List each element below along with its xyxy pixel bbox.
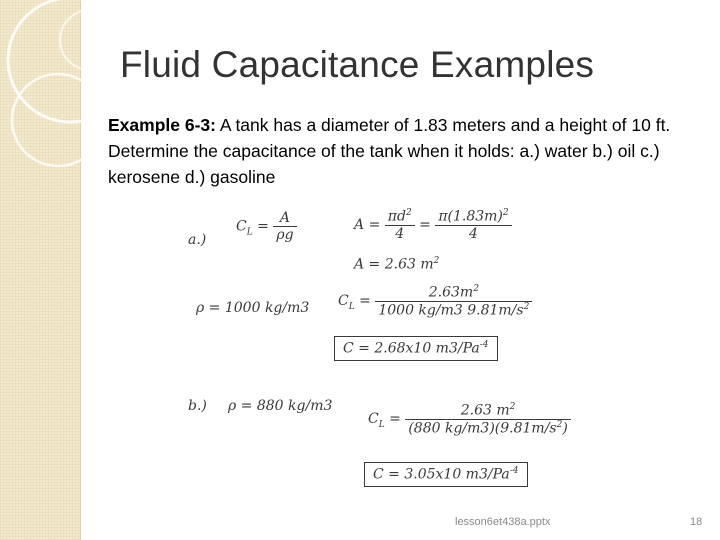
area-formula <box>354 208 512 242</box>
water-result-text: C = 2.68x10 m3/Pa <box>343 340 480 357</box>
water-denominator <box>375 302 532 319</box>
pi-diameter-value: π(1.83m) <box>438 208 503 225</box>
cl-symbol: C <box>236 218 247 235</box>
pi-d: πd <box>387 208 406 225</box>
slide-title: Fluid Capacitance Examples <box>120 44 595 85</box>
water-numerator <box>375 284 532 302</box>
oil-density: ρ = 880 kg/m3 <box>228 398 333 414</box>
cl-symbol: C <box>338 293 349 310</box>
water-capacitance-result <box>334 336 498 361</box>
oil-denominator: (880 $kg/m3)(9.81m/s^2)$ <box>408 419 568 437</box>
squared: 2 <box>509 402 516 412</box>
equals-sign: = <box>419 216 431 233</box>
formula-fraction <box>273 210 296 243</box>
cl-subscript: L <box>246 227 253 238</box>
area-result <box>354 256 439 273</box>
area-fraction-2 <box>435 208 511 242</box>
page-number: 18 <box>690 516 703 528</box>
fraction-denominator: ρg <box>276 227 294 243</box>
fraction-numerator: A <box>273 210 296 227</box>
oil-numerator <box>405 402 570 420</box>
area-numerator-2 <box>435 208 511 226</box>
example-text: A tank has a diameter of 1.83 meters and a height of 10 ft. Determine the capacitance of the tank when it holds: a.) water b.) oil c.) kerosene d.) gasoline <box>108 115 671 187</box>
footer-filename: lesson6et438a.pptx <box>455 516 551 528</box>
equals-sign: = <box>389 411 401 428</box>
part-b-label: b.) <box>188 398 207 414</box>
oil-numerator-text: 2.63 m <box>460 402 510 419</box>
squared: 2 <box>433 256 440 266</box>
water-numerator-text: 2.63m <box>428 284 474 301</box>
equals-sign: = <box>359 293 371 310</box>
example-statement <box>108 112 688 190</box>
area-numerator-1 <box>385 208 415 226</box>
area-result-text: A = 2.63 m <box>354 256 434 273</box>
area-denominator-1: 4 <box>395 225 405 242</box>
part-a-label: a.) <box>188 232 207 248</box>
area-denominator-2: 4 <box>469 225 478 242</box>
squared: 2 <box>502 208 509 218</box>
example-label: Example 6-3: <box>108 115 216 135</box>
oil-capacitance-result <box>364 462 528 487</box>
squared: 2 <box>473 284 479 294</box>
cl-symbol: C <box>368 411 379 428</box>
oil-capacitance-calc <box>368 402 571 436</box>
oil-exponent: -4 <box>509 466 519 476</box>
squared: 2 <box>405 208 412 218</box>
cl-subscript: L <box>378 419 385 430</box>
capacitance-formula <box>236 210 297 243</box>
cl-subscript: L <box>348 301 355 312</box>
equals-sign: = <box>257 218 269 235</box>
area-fraction-1 <box>385 208 415 242</box>
water-capacitance-calc <box>338 284 532 318</box>
oil-denominator-text: (880 kg/m3)(9.81m/s <box>408 420 557 437</box>
water-denominator-text: 1000 kg/m3 9.81m/s <box>378 302 524 319</box>
area-symbol: A <box>354 216 365 233</box>
oil-result-text: C = 3.05x10 m3/Pa <box>373 466 510 483</box>
oil-fraction <box>405 402 570 436</box>
water-fraction <box>375 284 532 318</box>
water-density: ρ = 1000 kg/m3 <box>196 300 310 316</box>
squared: 2 <box>523 301 530 312</box>
squared: 2 <box>556 419 563 430</box>
equals-sign: = <box>368 216 381 233</box>
water-exponent: -4 <box>479 340 489 350</box>
